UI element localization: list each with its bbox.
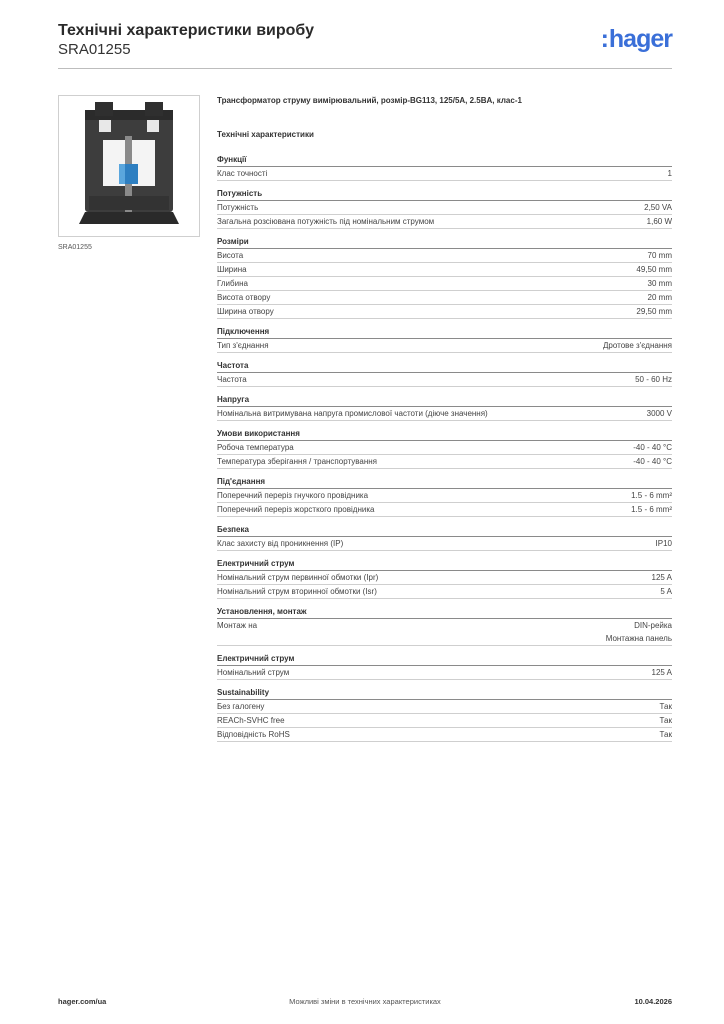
spec-label: Глибина xyxy=(217,279,248,288)
spec-row xyxy=(217,263,672,277)
spec-section xyxy=(217,360,672,387)
spec-value: Так xyxy=(659,730,672,739)
spec-section xyxy=(217,476,672,517)
spec-section xyxy=(217,558,672,599)
section-title: Потужність xyxy=(217,188,672,201)
spec-value: -40 - 40 °C xyxy=(633,443,672,452)
section-title: Напруга xyxy=(217,394,672,407)
spec-label: Температура зберігання / транспортування xyxy=(217,457,378,466)
section-title: Електричний струм xyxy=(217,558,672,571)
footer-website: hager.com/ua xyxy=(58,997,107,1006)
spec-label: Номінальна витримувана напруга промислової частоти (діюче значення) xyxy=(217,409,488,418)
spec-section xyxy=(217,394,672,421)
spec-section xyxy=(217,524,672,551)
spec-label: Потужність xyxy=(217,203,259,212)
spec-label: Висота отвору xyxy=(217,293,271,302)
spec-row xyxy=(217,215,672,229)
image-caption: SRA01255 xyxy=(58,244,92,251)
spec-label: Ширина xyxy=(217,265,247,274)
spec-label: Ширина отвору xyxy=(217,307,274,316)
spec-row xyxy=(217,167,672,181)
spec-value: DIN-рейка Монтажна панель xyxy=(605,621,672,643)
spec-label: Монтаж на xyxy=(217,621,258,630)
spec-label: Тип з'єднання xyxy=(217,341,269,350)
spec-section xyxy=(217,428,672,469)
spec-row xyxy=(217,619,672,646)
spec-value: -40 - 40 °C xyxy=(633,457,672,466)
spec-label: REACh-SVHC free xyxy=(217,716,285,725)
spec-value: 50 - 60 Hz xyxy=(635,375,672,384)
product-description: Трансформатор струму вимірювальний, розмір-BG113, 125/5A, 2.5BA, клас-1 xyxy=(217,96,522,105)
spec-row xyxy=(217,407,672,421)
spec-value: 29,50 mm xyxy=(636,307,672,316)
spec-value: 2,50 VA xyxy=(644,203,672,212)
spec-value: IP10 xyxy=(655,539,672,548)
footer-date: 10.04.2026 xyxy=(634,997,672,1006)
spec-sections xyxy=(217,154,672,742)
section-title: Безпека xyxy=(217,524,672,537)
spec-value: 30 mm xyxy=(647,279,672,288)
spec-value: Так xyxy=(659,716,672,725)
spec-label: Загальна розсіювана потужність під номінальним струмом xyxy=(217,217,435,226)
spec-row xyxy=(217,700,672,714)
spec-row xyxy=(217,537,672,551)
section-title: Розміри xyxy=(217,236,672,249)
spec-row xyxy=(217,249,672,263)
section-title: Підключення xyxy=(217,326,672,339)
spec-section xyxy=(217,653,672,680)
footer-notice: Можливі зміни в технічних характеристиках xyxy=(289,997,441,1006)
spec-value: 5 A xyxy=(660,587,672,596)
spec-value: 1.5 - 6 mm² xyxy=(631,505,672,514)
spec-label: Поперечний переріз гнучкого провідника xyxy=(217,491,369,500)
spec-label: Робоча температура xyxy=(217,443,294,452)
spec-row xyxy=(217,503,672,517)
spec-label: Номінальний струм вторинної обмотки (Isr) xyxy=(217,587,377,596)
spec-row xyxy=(217,714,672,728)
spec-row xyxy=(217,455,672,469)
spec-label: Поперечний переріз жорсткого провідника xyxy=(217,505,375,514)
spec-row xyxy=(217,277,672,291)
page-title: Технічні характеристики виробу xyxy=(58,22,314,39)
spec-section xyxy=(217,326,672,353)
spec-label: Номінальний струм первинної обмотки (Ipr) xyxy=(217,573,379,582)
spec-value: 70 mm xyxy=(647,251,672,260)
spec-label: Без галогену xyxy=(217,702,265,711)
spec-value: 125 A xyxy=(651,573,672,582)
spec-section xyxy=(217,687,672,742)
spec-value: 1.5 - 6 mm² xyxy=(631,491,672,500)
page-header xyxy=(58,21,672,69)
spec-row xyxy=(217,201,672,215)
spec-label: Клас точності xyxy=(217,169,268,178)
section-title: Функції xyxy=(217,154,672,167)
spec-row xyxy=(217,339,672,353)
section-title: Установлення, монтаж xyxy=(217,606,672,619)
section-title: Умови використання xyxy=(217,428,672,441)
spec-row xyxy=(217,373,672,387)
spec-value: 1,60 W xyxy=(646,217,672,226)
product-image xyxy=(58,95,200,237)
spec-value: 125 A xyxy=(651,668,672,677)
spec-value: Дротове з'єднання xyxy=(603,341,672,350)
spec-label: Частота xyxy=(217,375,247,384)
tech-specs-title: Технічні характеристики xyxy=(217,130,314,139)
spec-row xyxy=(217,571,672,585)
spec-value: 3000 V xyxy=(646,409,672,418)
spec-label: Номінальний струм xyxy=(217,668,290,677)
hager-logo: :hager xyxy=(600,25,672,53)
specs-content xyxy=(217,95,672,749)
section-title: Електричний струм xyxy=(217,653,672,666)
spec-row xyxy=(217,489,672,503)
section-title: Під'єднання xyxy=(217,476,672,489)
spec-row xyxy=(217,666,672,680)
spec-value: 1 xyxy=(667,169,672,178)
product-reference: SRA01255 xyxy=(58,41,131,58)
spec-value: 20 mm xyxy=(647,293,672,302)
spec-section xyxy=(217,154,672,181)
spec-section xyxy=(217,236,672,319)
spec-value: 49,50 mm xyxy=(636,265,672,274)
spec-value: Так xyxy=(659,702,672,711)
spec-label: Відповідність RoHS xyxy=(217,730,290,739)
spec-row xyxy=(217,441,672,455)
spec-row xyxy=(217,291,672,305)
section-title: Частота xyxy=(217,360,672,373)
spec-row xyxy=(217,585,672,599)
section-title: Sustainability xyxy=(217,687,672,700)
spec-label: Висота xyxy=(217,251,244,260)
spec-section xyxy=(217,606,672,646)
spec-section xyxy=(217,188,672,229)
spec-label: Клас захисту від проникнення (IP) xyxy=(217,539,344,548)
spec-row xyxy=(217,728,672,742)
spec-row xyxy=(217,305,672,319)
